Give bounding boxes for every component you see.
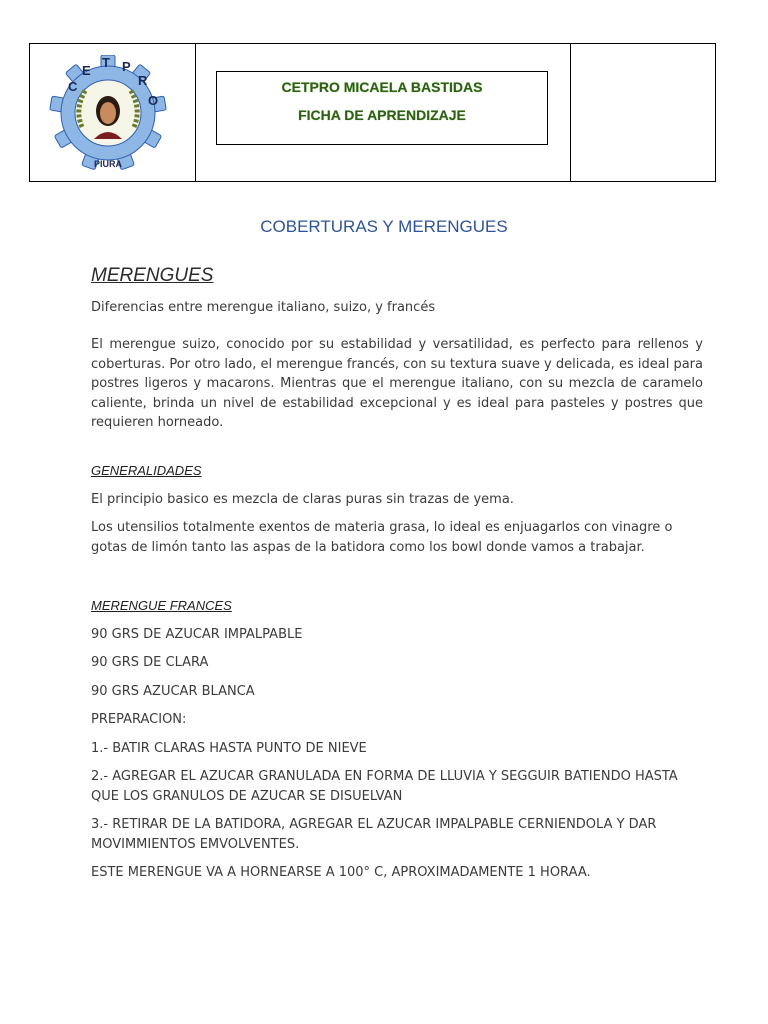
sheet-type: FICHA DE APRENDIZAJE	[298, 107, 466, 123]
institution-name: CETPRO MICAELA BASTIDAS	[281, 79, 483, 95]
oven-note: ESTE MERENGUE VA A HORNEARSE A 100° C, APROXIMADAMENTE 1 HORAA.	[91, 865, 591, 880]
logo-letter: P	[122, 59, 131, 74]
empty-cell	[571, 44, 715, 181]
intro-text	[91, 298, 703, 318]
generalidades-p1: El principio basico es mezcla de claras puras sin trazas de yema.	[91, 491, 514, 507]
document-title: COBERTURAS Y MERENGUES	[260, 217, 508, 236]
description-paragraph	[91, 335, 703, 433]
step-item: 2.- AGREGAR EL AZUCAR GRANULADA EN FORMA DE LLUVIA Y SEGGUIR BATIENDO HASTA QUE LOS GRANULOS DE AZUCAR SE DISUELVAN	[91, 769, 678, 804]
logo-letter: R	[138, 73, 148, 88]
paragraph-text: El merengue suizo, conocido por su estabilidad y versatilidad, es perfecto para rellenos y coberturas. Por otro lado, el merengue francés, con su textura suave y delicada, es ideal para postres ligeros y macarons. Mientras que el merengue italiano, con su mezcla de caramelo caliente, brinda un nivel de estabilidad excepcional y es ideal para pasteles y postres que requieren horneado.	[91, 337, 703, 430]
logo-letter: E	[82, 63, 91, 78]
title-cell	[196, 44, 571, 181]
logo-letter: T	[102, 55, 110, 70]
ingredient-item: 90 GRS DE AZUCAR IMPALPABLE	[91, 626, 303, 642]
intro-line: Diferencias entre merengue italiano, suizo, y francés	[91, 300, 436, 315]
ingredient-item: 90 GRS AZUCAR BLANCA	[91, 683, 255, 699]
frances-heading: MERENGUE FRANCES	[91, 598, 232, 613]
logo-letter: O	[148, 93, 159, 108]
cetpro-logo	[44, 55, 174, 173]
ingredient-item: 90 GRS DE CLARA	[91, 655, 209, 670]
title-box	[216, 71, 548, 145]
header-table	[29, 43, 716, 182]
preparation-label: PREPARACION:	[91, 712, 187, 727]
logo-letter: C	[68, 79, 78, 94]
section-heading: MERENGUES	[91, 265, 214, 286]
frances-section	[91, 596, 703, 883]
generalidades-p2: Los utensilios totalmente exentos de materia grasa, lo ideal es enjuagarlos con vinagre o gotas de limón tanto las aspas de la batidora como los bowl donde vamos a trabajar.	[91, 520, 673, 555]
generalidades-heading: GENERALIDADES	[91, 463, 202, 478]
step-item: 3.- RETIRAR DE LA BATIDORA, AGREGAR EL AZUCAR IMPALPABLE CERNIENDOLA Y DAR MOVIMMIENTOS EMVOLVENTES.	[91, 817, 657, 852]
logo-bottom-text: PIURA	[94, 159, 123, 169]
step-item: 1.- BATIR CLARAS HASTA PUNTO DE NIEVE	[91, 740, 367, 756]
generalidades-section	[91, 461, 703, 557]
logo-cell	[30, 44, 196, 181]
